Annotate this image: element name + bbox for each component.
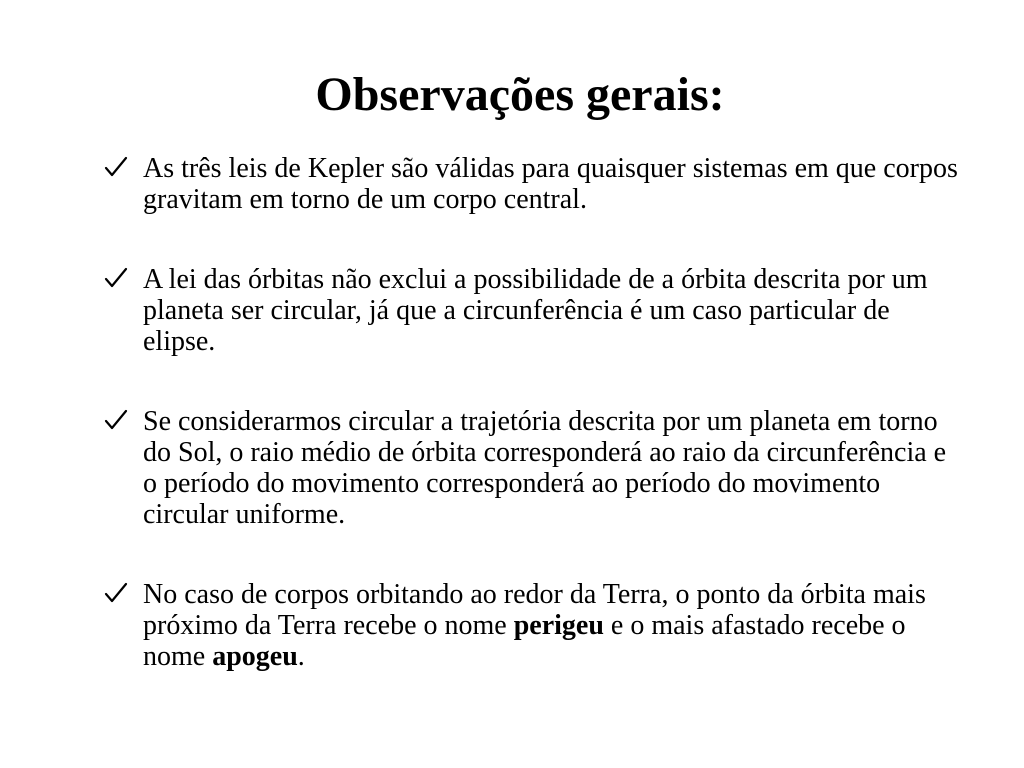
bullet-item [104,406,964,530]
bullet-text-segment: . [297,641,305,672]
bullet-item [104,153,964,215]
bullet-text: Se considerarmos circular a trajetória descrita por um planeta em torno do Sol, o raio médio de órbita corresponderá ao raio da circunferência e o período do movimento corresponderá ao período do movimento circular uniforme. [143,406,947,530]
bullet-text-segment: e o mais afastado recebe o nome [143,610,906,672]
checkmark-icon [104,155,128,179]
checkmark-icon [104,581,128,605]
bullet-item [104,264,964,357]
bullet-text: As três leis de Kepler são válidas para quaisquer sistemas em que corpos gravitam em torno de um corpo central. [143,153,958,215]
term-apogeu: apogeu [212,641,298,672]
term-perigeu: perigeu [513,610,604,641]
checkmark-icon [104,408,128,432]
bullet-text-segment: No caso de corpos orbitando ao redor da Terra, o ponto da órbita mais próximo da Terra recebe o nome [143,579,926,641]
checkmark-icon [104,266,128,290]
bullet-list [104,153,964,672]
bullet-text [143,579,926,672]
slide-title: Observações gerais: [315,68,725,121]
bullet-item [104,579,964,672]
bullet-text: A lei das órbitas não exclui a possibilidade de a órbita descrita por um planeta ser circular, já que a circunferência é um caso particular de elipse. [143,264,928,357]
